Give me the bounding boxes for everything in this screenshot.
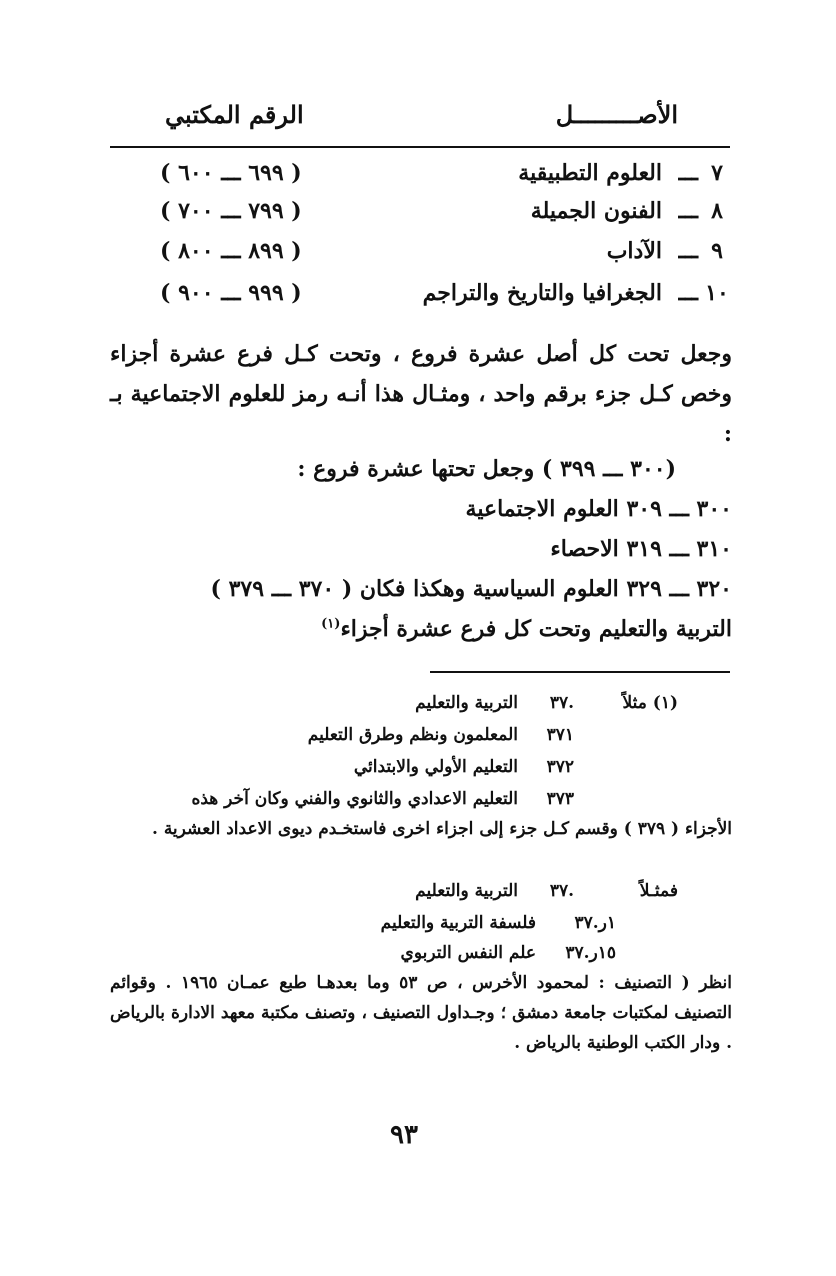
- body-line: (٣٠٠ ـــ ٣٩٩ ) وجعل تحتها عشرة فروع :: [297, 456, 676, 482]
- footnote-number: ٣٧٣: [546, 789, 574, 809]
- class-row: [110, 238, 732, 274]
- footnote-reference-text: انظر ( التصنيف : لمحمود الأخرس ، ص ٥٣ وما بعدهـا طبع عمـان ١٩٦٥ . وقوائم التصنيف لمكتبات جامعة دمشق ؛ وجـداول التصنيف ، وتصنف مكتبة معهد الادارة بالرياض . ودار الكتب الوطنية بالرياض .: [110, 973, 732, 1053]
- class-dash: ـــ: [678, 238, 698, 264]
- footnote-text: المعلمون ونظم وطرق التعليم: [307, 725, 518, 745]
- body-line-text: التربية والتعليم وتحت كل فرع عشرة أجزاء: [340, 616, 732, 642]
- class-number: ١٠: [705, 280, 729, 306]
- footnote-reference: (١): [321, 616, 341, 632]
- body-paragraph: وجعل تحت كل أصل عشرة فروع ، وتحت كـل فرع عشرة أجزاء وخص كـل جزء برقم واحد ، ومثـال هذا أنـه رمز للعلوم الاجتماعية بـ :: [110, 341, 732, 447]
- footnote-text: فلسفة التربية والتعليم: [380, 913, 536, 933]
- header-origin: الأصـــــــــل: [555, 100, 678, 129]
- footnote-number: ١ر.٣٧: [574, 913, 616, 933]
- body-line: [321, 616, 732, 642]
- footnote-number: ١٥ر.٣٧: [565, 943, 616, 963]
- class-dash: ـــ: [678, 160, 698, 186]
- class-name: الفنون الجميلة: [530, 198, 662, 224]
- page-number: ٩٣: [390, 1120, 418, 1150]
- header-call-number: الرقم المكتبي: [165, 100, 304, 129]
- class-name: الجغرافيا والتاريخ والتراجم: [422, 280, 662, 306]
- class-range: ( ٩٩٩ ـــ ٩٠٠ ): [160, 280, 302, 306]
- footnote-number: ٣٧١: [546, 725, 574, 745]
- footnote-example-label: فمثـلاً: [639, 881, 678, 901]
- footnote-number: .٣٧: [549, 881, 574, 901]
- footnote-text: التعليم الاعدادي والثانوي والفني وكان آخر هذه: [191, 789, 518, 809]
- class-range: ( ٨٩٩ ـــ ٨٠٠ ): [160, 238, 302, 264]
- body-line: ٣٠٠ ـــ ٣٠٩ العلوم الاجتماعية: [465, 496, 732, 522]
- class-number: ٩: [711, 238, 723, 264]
- class-name: الآداب: [606, 238, 662, 264]
- footnote-paragraph: الأجزاء ( ٣٧٩ ) وقسم كـل جزء إلى اجزاء اخرى فاستخـدم ديوى الاعداد العشرية .: [151, 819, 732, 839]
- header-rule: [110, 146, 730, 148]
- class-range: ( ٧٩٩ ـــ ٧٠٠ ): [160, 198, 302, 224]
- class-dash: ـــ: [678, 280, 698, 306]
- class-row: [110, 198, 732, 234]
- footnote-text: التربية والتعليم: [415, 881, 518, 901]
- footnote-text: التربية والتعليم: [415, 693, 518, 713]
- footnote-text: علم النفس التربوي: [400, 943, 536, 963]
- class-dash: ـــ: [678, 198, 698, 224]
- footnote-rule: [430, 671, 730, 673]
- class-range: ( ٦٩٩ ـــ ٦٠٠ ): [160, 160, 302, 186]
- footnote-marker: (١) مثلاً: [622, 693, 678, 713]
- footnote-number: .٣٧: [549, 693, 574, 713]
- footnote-text: التعليم الأولي والابتدائي: [353, 757, 518, 777]
- class-number: ٧: [711, 160, 723, 186]
- class-row: [110, 280, 732, 316]
- body-line: ٣١٠ ـــ ٣١٩ الاحصاء: [550, 536, 732, 562]
- body-line: ٣٢٠ ـــ ٣٢٩ العلوم السياسية وهكذا فكان ( ٣٧٠ ـــ ٣٧٩ ): [210, 576, 732, 602]
- class-number: ٨: [711, 198, 723, 224]
- class-row: [110, 160, 732, 196]
- footnote-number: ٣٧٢: [546, 757, 574, 777]
- class-name: العلوم التطبيقية: [518, 160, 662, 186]
